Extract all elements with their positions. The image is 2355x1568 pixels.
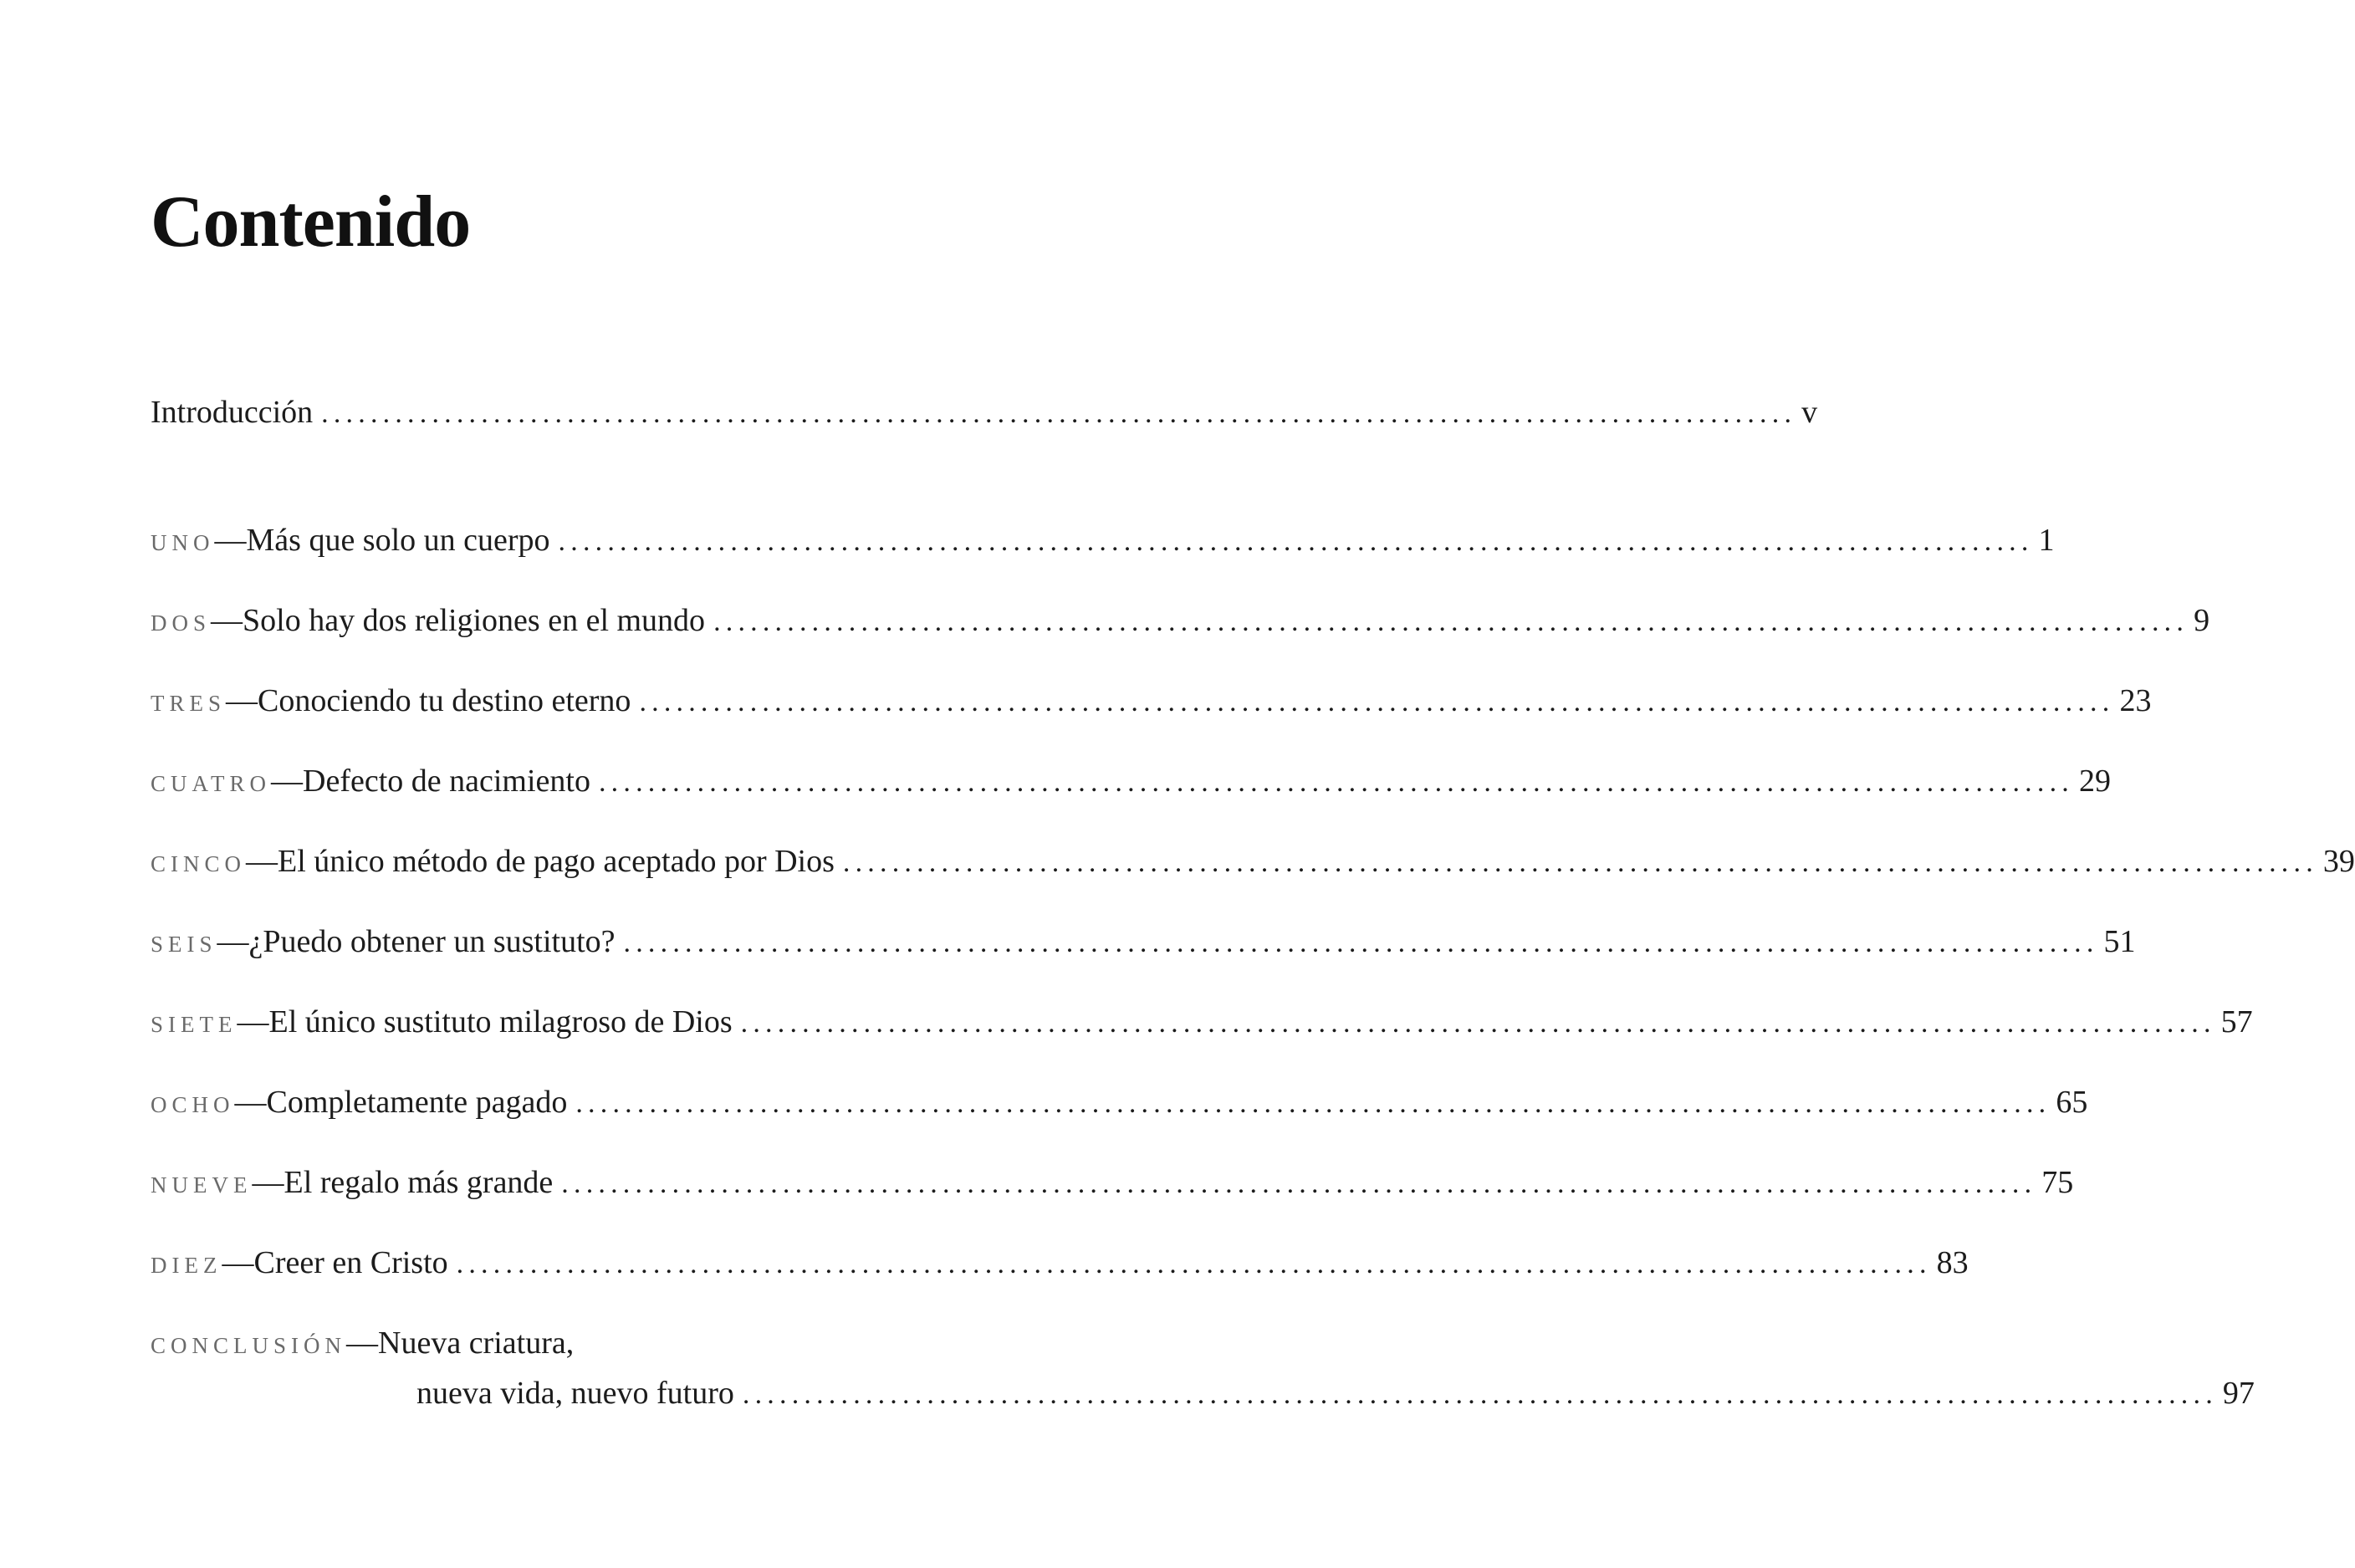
toc-entry-chapter[interactable] [151, 603, 2210, 638]
em-dash: — [234, 1085, 267, 1120]
chapter-number-word: SEIS [151, 932, 217, 957]
chapter-title: El regalo más grande [284, 1165, 554, 1200]
toc-entry-chapter[interactable] [151, 523, 2055, 558]
chapter-title: Solo hay dos religiones en el mundo [243, 603, 706, 638]
em-dash: — [252, 1165, 284, 1200]
page-number: 57 [2220, 1004, 2253, 1039]
em-dash: — [237, 1004, 269, 1039]
page-number: 65 [2056, 1085, 2088, 1120]
dot-leader: ........................................................................................................................ [561, 1168, 2037, 1199]
toc-entry-chapter[interactable] [151, 844, 2355, 879]
page-number: 23 [2119, 683, 2152, 718]
chapter-number-word: CINCO [151, 851, 247, 876]
dot-leader: ........................................................................................................................ [456, 1249, 1932, 1279]
toc-entry-chapter[interactable] [151, 1245, 1969, 1280]
entry-title: Introducción [151, 395, 314, 430]
toc-entry-chapter[interactable] [151, 924, 2136, 959]
dot-leader: ........................................................................................................................ [639, 687, 2115, 718]
chapter-number-word: DOS [151, 610, 212, 636]
chapter-number-word: CONCLUSIÓN [151, 1333, 347, 1358]
chapter-title: Creer en Cristo [253, 1245, 448, 1280]
dot-leader: ........................................................................................................................ [321, 398, 1797, 429]
em-dash: — [226, 683, 258, 718]
chapter-number-word: TRES [151, 691, 227, 716]
chapter-title: El único sustituto milagroso de Dios [268, 1004, 733, 1039]
page-number: 29 [2078, 764, 2111, 799]
dot-leader: ........................................................................................................................ [713, 606, 2189, 637]
dot-leader: ........................................................................................................................ [598, 767, 2074, 798]
toc-entry-chapter[interactable] [151, 764, 2111, 799]
dot-leader: ........................................................................................................................ [842, 847, 2318, 878]
chapter-title: Completamente pagado [266, 1085, 568, 1120]
toc-entry-conclusion-continued[interactable] [416, 1376, 2255, 1411]
chapter-number-word: OCHO [151, 1092, 235, 1117]
chapter-title: El único método de pago aceptado por Dios [278, 844, 835, 879]
em-dash: — [246, 844, 278, 879]
page-number: v [1801, 395, 1818, 430]
chapter-title: Defecto de nacimiento [303, 764, 590, 799]
chapter-number-word: CUATRO [151, 771, 272, 796]
page-number: 9 [2194, 603, 2210, 638]
dot-leader: ........................................................................................................................ [623, 927, 2099, 958]
toc-entry-conclusion[interactable] [151, 1327, 987, 1359]
chapter-number-word: NUEVE [151, 1172, 253, 1198]
toc-entry-chapter[interactable] [151, 1085, 2088, 1120]
dot-leader: ........................................................................................................................ [558, 526, 2034, 557]
toc-entry-chapter[interactable] [151, 1004, 2253, 1039]
em-dash: — [222, 1245, 254, 1280]
em-dash: — [271, 764, 304, 799]
em-dash: — [214, 523, 247, 558]
em-dash: — [346, 1325, 379, 1361]
chapter-number-word: SIETE [151, 1012, 238, 1037]
chapter-number-word: DIEZ [151, 1253, 222, 1278]
em-dash: — [217, 924, 249, 959]
page-number: 75 [2041, 1165, 2074, 1200]
toc-entry-chapter[interactable] [151, 1165, 2074, 1200]
dot-leader: ........................................................................................................................ [740, 1008, 2216, 1039]
page-number: 83 [1936, 1245, 1969, 1280]
dot-leader: ........................................................................................................................ [742, 1379, 2218, 1410]
page-number: 1 [2038, 523, 2055, 558]
chapter-number-word: UNO [151, 530, 215, 555]
page-number: 51 [2103, 924, 2136, 959]
chapter-title: Conociendo tu destino eterno [258, 683, 631, 718]
chapter-title-line1: Nueva criatura, [378, 1325, 575, 1361]
em-dash: — [211, 603, 243, 638]
toc-entry-chapter[interactable] [151, 683, 2152, 718]
page-number: 97 [2222, 1376, 2255, 1411]
chapter-title-line2: nueva vida, nuevo futuro [416, 1376, 734, 1411]
chapter-title: ¿Puedo obtener un sustituto? [248, 924, 616, 959]
page-title: Contenido [151, 181, 471, 263]
page-number: 39 [2322, 844, 2355, 879]
toc-entry-intro[interactable] [151, 395, 1818, 430]
dot-leader: ........................................................................................................................ [575, 1088, 2051, 1119]
chapter-title: Más que solo un cuerpo [246, 523, 550, 558]
